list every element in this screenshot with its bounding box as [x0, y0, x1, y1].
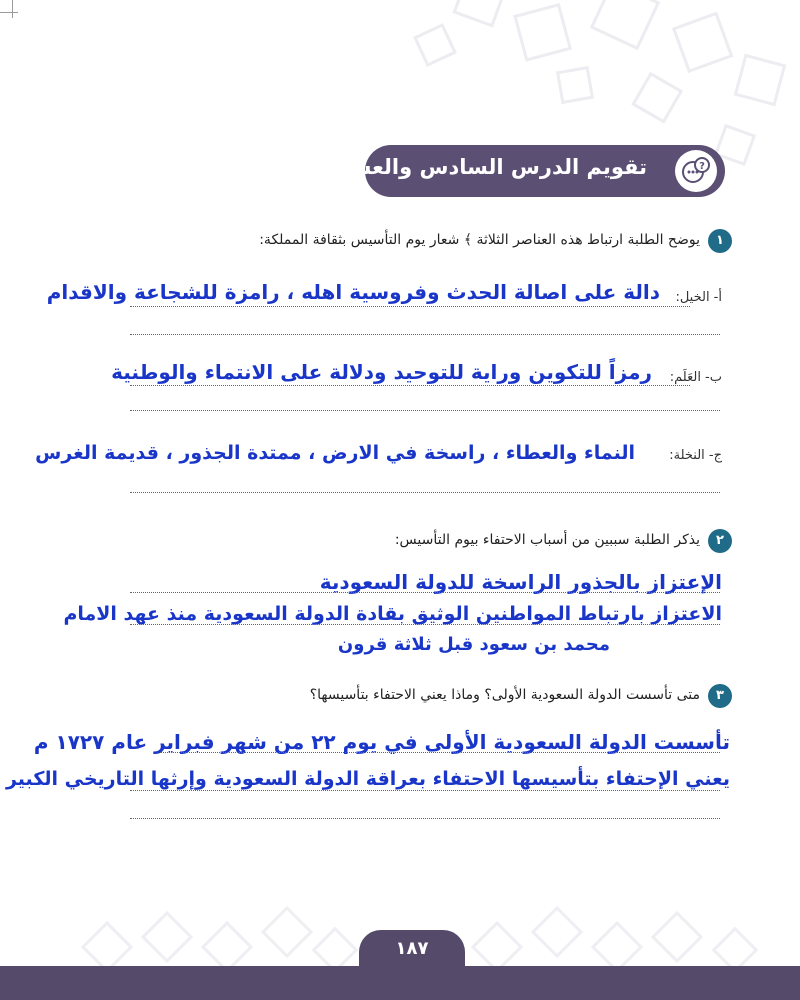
answer-line: [130, 306, 690, 307]
section-title: تقويم الدرس السادس والعشرون: [306, 155, 647, 179]
answer-reason-2-continued: محمد بن سعود قبل ثلاثة قرون: [337, 634, 610, 655]
answer-line: [130, 592, 720, 593]
answer-line: [130, 385, 690, 386]
question-number-badge: ١: [708, 229, 732, 253]
answer-line: [130, 624, 720, 625]
speech-bubble-question-icon: [675, 150, 717, 192]
question-1-prompt: يوضح الطلبة ارتباط هذه العناصر الثلاثة ﴾ شعار يوم التأسيس بثقافة المملكة:: [259, 232, 700, 248]
answer-line: [130, 790, 720, 791]
answer-palm: النماء والعطاء ، راسخة في الارض ، ممتدة الجذور ، قديمة الغرس: [35, 442, 635, 464]
section-title-banner: [306, 145, 725, 197]
answer-line: [130, 410, 720, 411]
question-number-badge: ٣: [708, 684, 732, 708]
answer-reason-1: الإعتزاز بالجذور الراسخة للدولة السعودية: [319, 570, 722, 594]
item-label-flag: ب- العَلَم:: [669, 370, 722, 385]
crop-mark: [0, 12, 18, 13]
answer-horse: دالة على اصالة الحدث وفروسية اهله ، رامزة للشجاعة والاقدام: [46, 280, 660, 304]
answer-meaning: يعني الإحتفاء بتأسيسها الاحتفاء بعراقة الدولة السعودية وإرثها التاريخي الكبير: [5, 768, 730, 790]
answer-line: [130, 492, 720, 493]
item-label-horse: أ- الخيل:: [675, 290, 722, 305]
page-number: ١٨٧: [395, 938, 429, 959]
answer-founding-date: تأسست الدولة السعودية الأولى في يوم ٢٢ من شهر فبراير عام ١٧٢٧ م: [33, 730, 730, 754]
answer-line: [130, 334, 720, 335]
answer-line: [160, 752, 720, 753]
question-2-prompt: يذكر الطلبة سببين من أسباب الاحتفاء بيوم التأسيس:: [394, 532, 700, 548]
page-number-tab: [359, 930, 465, 970]
answer-reason-2: الاعتزاز بارتباط المواطنين الوثيق بقادة الدولة السعودية منذ عهد الامام: [63, 603, 722, 625]
answer-flag: رمزاً للتكوين وراية للتوحيد ودلالة على الانتماء والوطنية: [111, 360, 652, 384]
footer-bar: [0, 966, 800, 1000]
item-label-palm: ج- النخلة:: [669, 448, 722, 463]
svg-text:?: ?: [699, 161, 705, 172]
question-3-prompt: متى تأسست الدولة السعودية الأولى؟ وماذا يعني الاحتفاء بتأسيسها؟: [309, 687, 700, 703]
crop-mark: [12, 0, 13, 18]
question-number-badge: ٢: [708, 529, 732, 553]
answer-line: [130, 818, 720, 819]
